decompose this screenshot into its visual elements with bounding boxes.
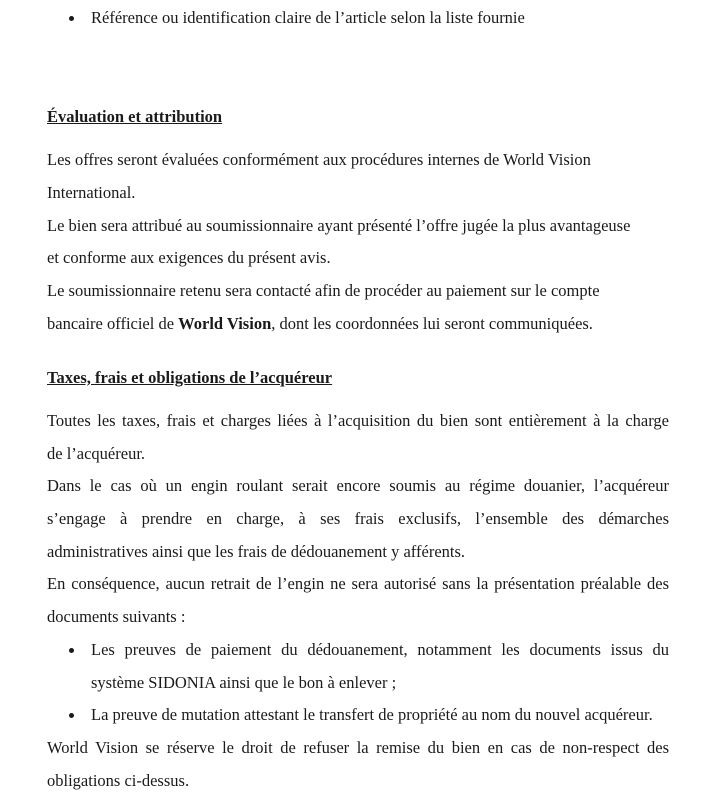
section-heading-taxes: Taxes, frais et obligations de l’acquéreur [47,368,333,387]
s2-p2-line-2: s’engage à prendre en charge, à ses frais exclusifs, l’ensemble des démarches [47,509,669,528]
s1-line-3: Le bien sera attribué au soumissionnaire ayant présenté l’offre jugée la plus avantageuse [47,216,631,235]
s1-line-1: Les offres seront évaluées conformément aux procédures internes de World Vision [47,150,591,169]
bullet-icon [69,16,74,21]
s2-bullet-1-line-2: système SIDONIA ainsi que le bon à enlever ; [91,673,397,692]
s2-p4-line-1: World Vision se réserve le droit de refuser la remise du bien en cas de non-respect des [47,738,669,757]
s2-p2-line-1: Dans le cas où un engin roulant serait encore soumis au régime douanier, l’acquéreur [47,476,669,495]
s2-p2-line-3: administratives ainsi que les frais de dédouanement y afférents. [47,542,466,561]
s2-p1-line-1: Toutes les taxes, frais et charges liées à l’acquisition du bien sont entièrement à la charge [47,411,669,430]
s2-p1-line-2: de l’acquéreur. [47,444,146,463]
s2-bullet-1-line-1: Les preuves de paiement du dédouanement, notamment les documents issus du [91,640,669,659]
s2-p3-line-2: documents suivants : [47,607,186,626]
s1-line-4: et conforme aux exigences du présent avis. [47,248,331,267]
bullet-icon [69,713,74,718]
s2-p4-line-2: obligations ci-dessus. [47,771,190,790]
s1-line-6-post: , dont les coordonnées lui seront communiquées. [271,314,593,333]
s1-line-2: International. [47,183,136,202]
s1-line-5: Le soumissionnaire retenu sera contacté afin de procéder au paiement sur le compte [47,281,600,300]
s1-line-6-bold: World Vision [178,314,272,333]
top-bullet-text: Référence ou identification claire de l’article selon la liste fournie [91,8,525,27]
s2-bullet-2: La preuve de mutation attestant le transfert de propriété au nom du nouvel acquéreur. [91,705,653,724]
s1-line-6-pre: bancaire officiel de [47,314,179,333]
bullet-icon [69,648,74,653]
section-heading-evaluation: Évaluation et attribution [47,107,223,126]
s1-line-6 [47,313,593,335]
s2-p3-line-1: En conséquence, aucun retrait de l’engin ne sera autorisé sans la présentation préalable des [47,574,669,593]
